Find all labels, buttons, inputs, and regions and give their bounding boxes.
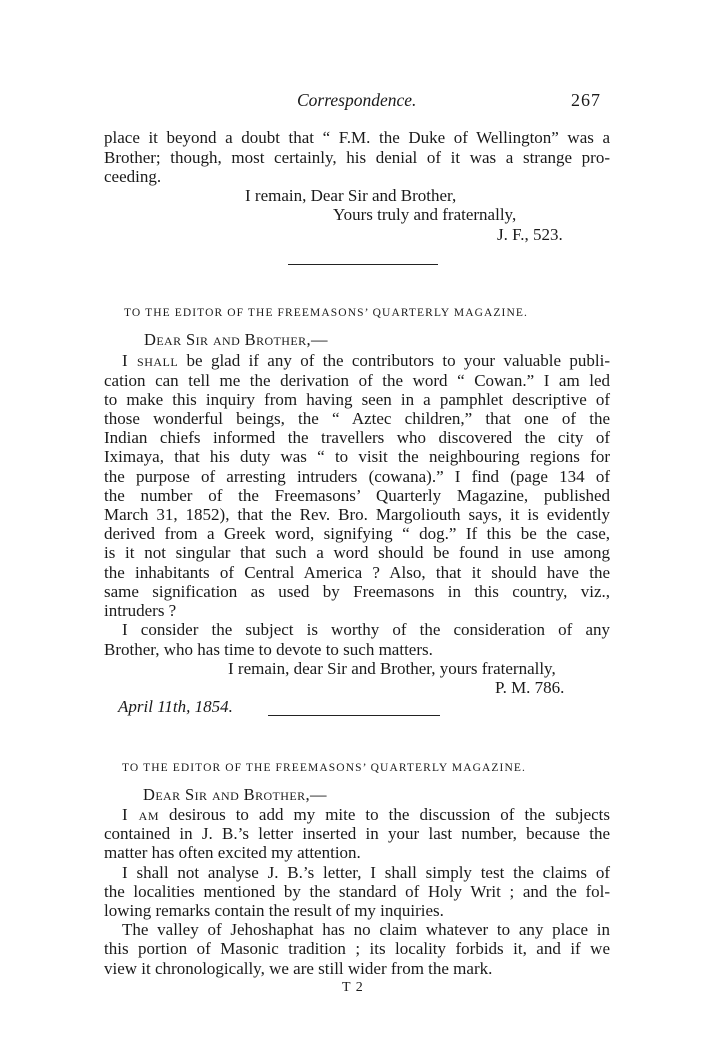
running-title: Correspondence. <box>297 90 417 110</box>
letter3-line-6: lowing remarks contain the result of my inquiries. <box>104 901 444 920</box>
letter1-signature: J. F., 523. <box>497 225 563 244</box>
letter2-salutation: Dear Sir and Brother,— <box>144 330 328 349</box>
letter1-line-2: Brother; though, most certainly, his denial of it was a strange pro- <box>104 148 610 167</box>
section-divider-2 <box>268 715 440 716</box>
letter3-first-word: I am <box>122 805 160 824</box>
letter2-line-16: Brother, who has time to devote to such matters. <box>104 640 433 659</box>
letter2-date-text: April 11th, 1854. <box>118 697 233 716</box>
letter2-signature: P. M. 786. <box>495 678 565 697</box>
letter2-line-5: Indian chiefs informed the travellers who discovered the city of <box>104 428 610 447</box>
letter2-heading: TO THE EDITOR OF THE FREEMASONS’ QUARTERLY MAGAZINE. <box>124 307 528 319</box>
letter3-first-line-rest: desirous to add my mite to the discussion of the subjects <box>159 805 610 824</box>
letter2-line-6: Iximaya, that his duty was “ to visit the neighbouring regions for <box>104 447 610 466</box>
letter2-line-7: the purpose of arresting intruders (cowana).” I find (page 134 of <box>104 467 610 486</box>
letter2-line-1 <box>122 351 610 371</box>
letter3-line-3: matter has often excited my attention. <box>104 843 361 862</box>
letter2-line-10: derived from a Greek word, signifying “ dog.” If this be the case, <box>104 524 610 543</box>
letter2-line-8: the number of the Freemasons’ Quarterly Magazine, published <box>104 486 610 505</box>
letter3-salutation: Dear Sir and Brother,— <box>143 785 327 804</box>
letter2-line-14: intruders ? <box>104 601 177 620</box>
letter2-line-11: is it not singular that such a word should be found in use among <box>104 543 610 562</box>
letter1-line-1: place it beyond a doubt that “ F.M. the Duke of Wellington” was a <box>104 128 610 147</box>
letter3-heading: TO THE EDITOR OF THE FREEMASONS’ QUARTERLY MAGAZINE. <box>122 762 526 774</box>
letter3-line-9: view it chronologically, we are still wider from the mark. <box>104 959 493 978</box>
section-divider-1 <box>288 264 438 265</box>
letter2-line-9: March 31, 1852), that the Rev. Bro. Margoliouth says, it is evidently <box>104 505 610 524</box>
letter1-closing-1: I remain, Dear Sir and Brother, <box>245 186 457 205</box>
letter3-line-8: this portion of Masonic tradition ; its locality forbids it, and if we <box>104 939 610 958</box>
letter2-line-3: to make this inquiry from having seen in a pamphlet descriptive of <box>104 390 610 409</box>
letter3-line-5: the localities mentioned by the standard of Holy Writ ; and the fol- <box>104 882 610 901</box>
letter3-line-7: The valley of Jehoshaphat has no claim whatever to any place in <box>122 920 610 939</box>
letter2-first-word: I shall <box>122 351 179 370</box>
letter2-date <box>118 697 233 717</box>
letter3-line-1 <box>122 805 610 825</box>
letter1-closing-2: Yours truly and fraternally, <box>333 205 517 224</box>
letter3-line-2: contained in J. B.’s letter inserted in your last number, because the <box>104 824 610 843</box>
letter2-line-13: same signification as used by Freemasons in this country, viz., <box>104 582 610 601</box>
letter2-line-4: those wonderful beings, the “ Aztec children,” that one of the <box>104 409 610 428</box>
letter2-first-line-rest: be glad if any of the contributors to your valuable publi- <box>178 351 610 370</box>
letter2-line-12: the inhabitants of Central America ? Also, that it should have the <box>104 563 610 582</box>
letter3-line-4: I shall not analyse J. B.’s letter, I shall simply test the claims of <box>122 863 610 882</box>
letter2-line-2: cation can tell me the derivation of the word “ Cowan.” I am led <box>104 371 610 390</box>
signature-mark: T 2 <box>342 980 364 995</box>
letter2-line-15: I consider the subject is worthy of the consideration of any <box>122 620 610 639</box>
page-number: 267 <box>571 90 601 110</box>
letter1-line-3: ceeding. <box>104 167 162 186</box>
letter2-closing: I remain, dear Sir and Brother, yours fraternally, <box>228 659 556 678</box>
